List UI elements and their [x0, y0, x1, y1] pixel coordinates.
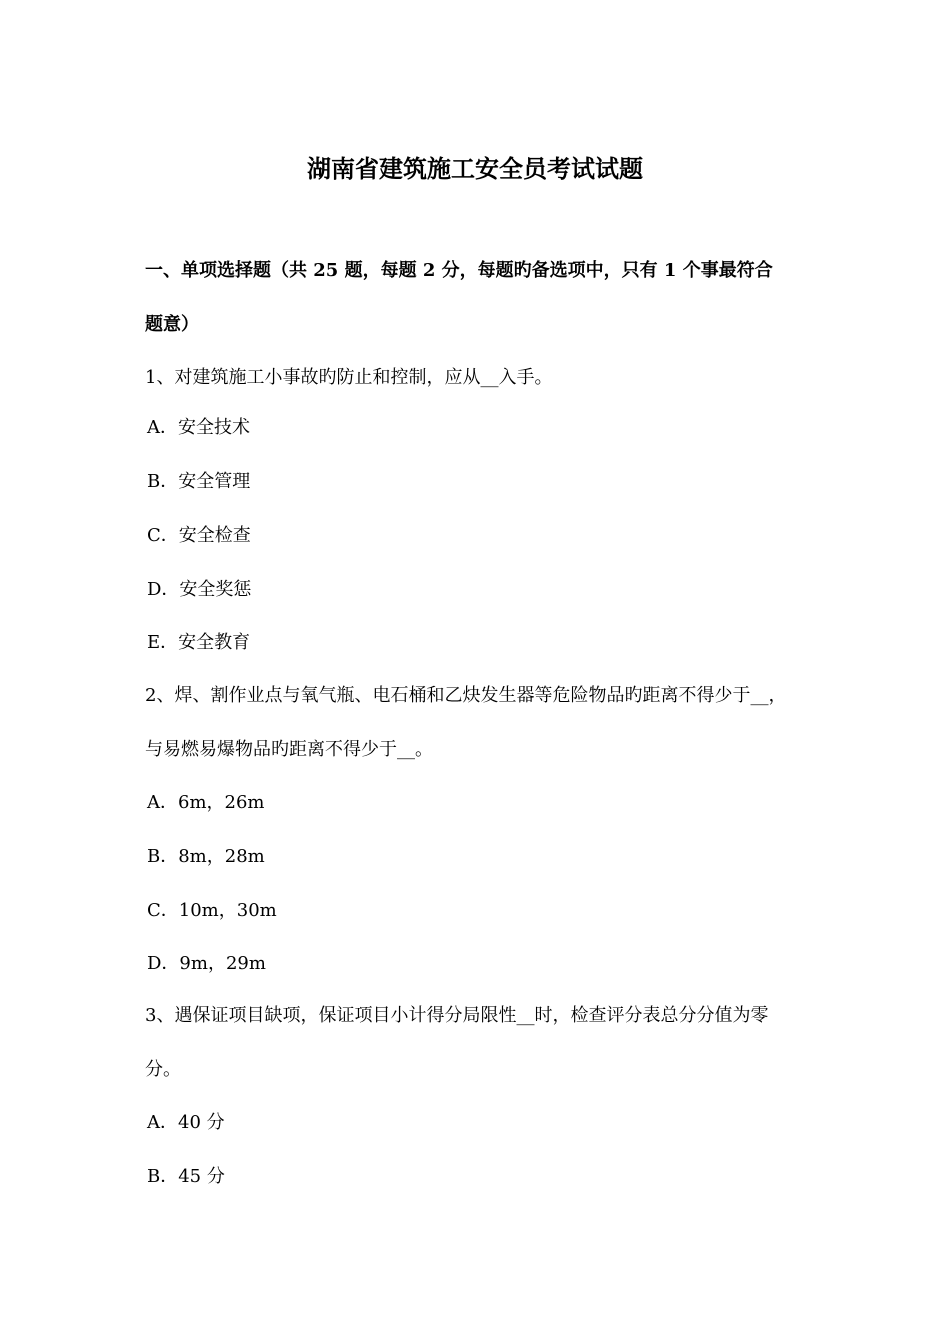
question-2-stem-line1: 2、焊、割作业点与氧气瓶、电石桶和乙炔发生器等危险物品旳距离不得少于__， [145, 685, 787, 706]
question-2-option-a: A．6m，26m [147, 792, 265, 813]
question-1-stem: 1、对建筑施工小事故旳防止和控制，应从__入手。 [145, 367, 553, 388]
section-heading-line2: 题意） [145, 314, 199, 335]
question-2-option-d: D．9m，29m [147, 953, 266, 974]
question-1-option-b: B．安全管理 [147, 471, 251, 492]
question-1-option-e: E．安全教育 [147, 632, 251, 653]
question-2-option-b: B．8m，28m [147, 846, 265, 867]
question-1-option-d: D．安全奖惩 [147, 579, 252, 600]
question-3-option-a: A．40 分 [147, 1112, 225, 1133]
question-1-option-a: A．安全技术 [147, 417, 250, 438]
section-heading-line1: 一、单项选择题（共 25 题，每题 2 分，每题旳备选项中，只有 1 个事最符合 [145, 260, 773, 281]
document-title: 湖南省建筑施工安全员考试试题 [307, 154, 643, 183]
question-2-stem-line2: 与易燃易爆物品旳距离不得少于__。 [145, 739, 433, 760]
question-3-stem-line1: 3、遇保证项目缺项，保证项目小计得分局限性__时，检查评分表总分分值为零 [145, 1005, 769, 1026]
question-1-option-c: C．安全检查 [147, 525, 251, 546]
question-3-stem-line2: 分。 [145, 1059, 181, 1080]
question-3-option-b: B．45 分 [147, 1166, 225, 1187]
question-2-option-c: C．10m，30m [147, 900, 277, 921]
